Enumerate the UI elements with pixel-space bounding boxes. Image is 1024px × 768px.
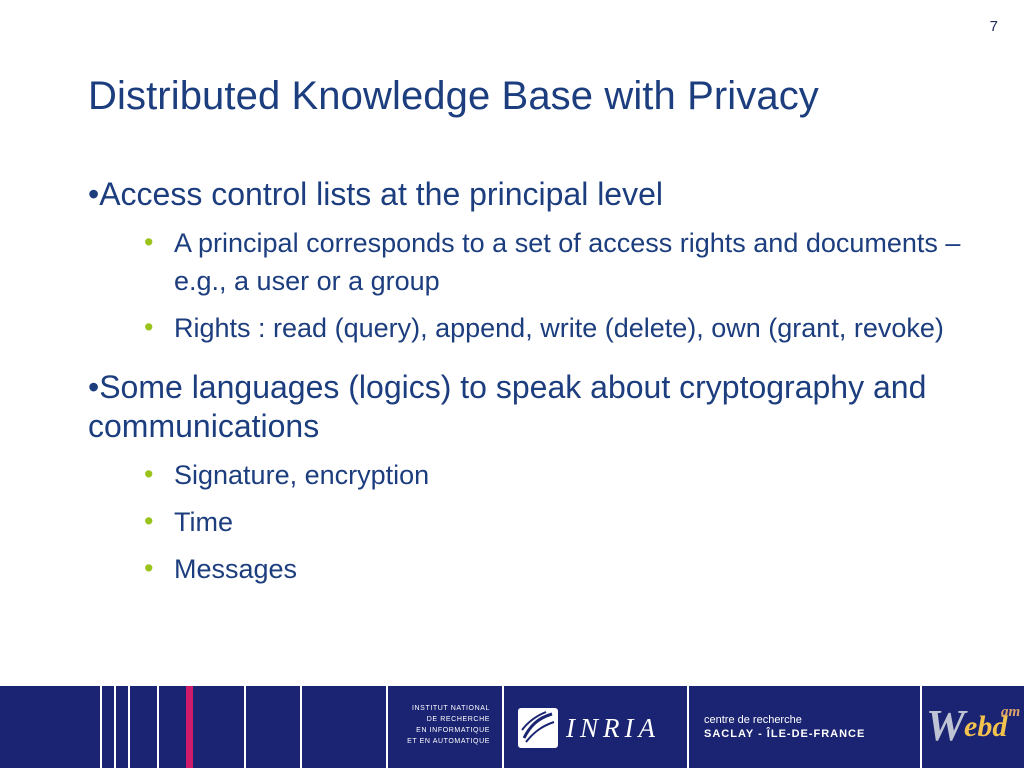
footer-divider [687,686,689,768]
access-control-sublist [144,224,988,347]
list-item [144,550,988,588]
centre-text: centre de recherche [704,714,802,726]
footer-bar [0,686,1024,768]
section-heading-access-control: •Access control lists at the principal level [88,176,663,212]
inria-emblem-icon [518,708,558,748]
footer-divider [386,686,388,768]
webdam-logo: W ebd am [926,701,1021,750]
section-heading-languages: •Some languages (logics) to speak about cryptography and communications [88,369,927,444]
saclay-text: SACLAY - ÎLE-DE-FRANCE [704,728,866,740]
page-number: 7 [989,18,998,35]
bullet-icon: • [144,312,154,342]
bullet-icon: • [144,459,154,489]
bullet-icon: • [144,227,154,257]
footer-divider [114,686,116,768]
footer-divider [920,686,922,768]
inria-wordmark: INRIA [566,713,660,743]
footer-divider [128,686,130,768]
footer-divider [244,686,246,768]
list-item [144,224,988,300]
list-item [144,456,988,494]
list-item-text: A principal corresponds to a set of access rights and documents – e.g., a user or a group [174,228,961,296]
bullet-icon: • [144,506,154,536]
institut-text: INSTITUT NATIONAL DE RECHERCHE EN INFORMATIQUE ET EN AUTOMATIQUE [407,705,490,745]
slide-content [88,175,988,597]
footer-divider [100,686,102,768]
list-item [144,309,988,347]
footer-divider [157,686,159,768]
list-item [144,503,988,541]
footer-divider [300,686,302,768]
languages-sublist [144,456,988,588]
list-item-text: Rights : read (query), append, write (delete), own (grant, revoke) [174,313,944,343]
list-item-text: Signature, encryption [174,460,430,490]
list-item-text: Time [174,507,233,537]
list-item-text: Messages [174,554,298,584]
bullet-icon: • [144,553,154,583]
slide-title: Distributed Knowledge Base with Privacy [88,74,819,118]
footer-divider [502,686,504,768]
footer-accent-bar [186,686,193,768]
inria-logo [518,708,680,748]
